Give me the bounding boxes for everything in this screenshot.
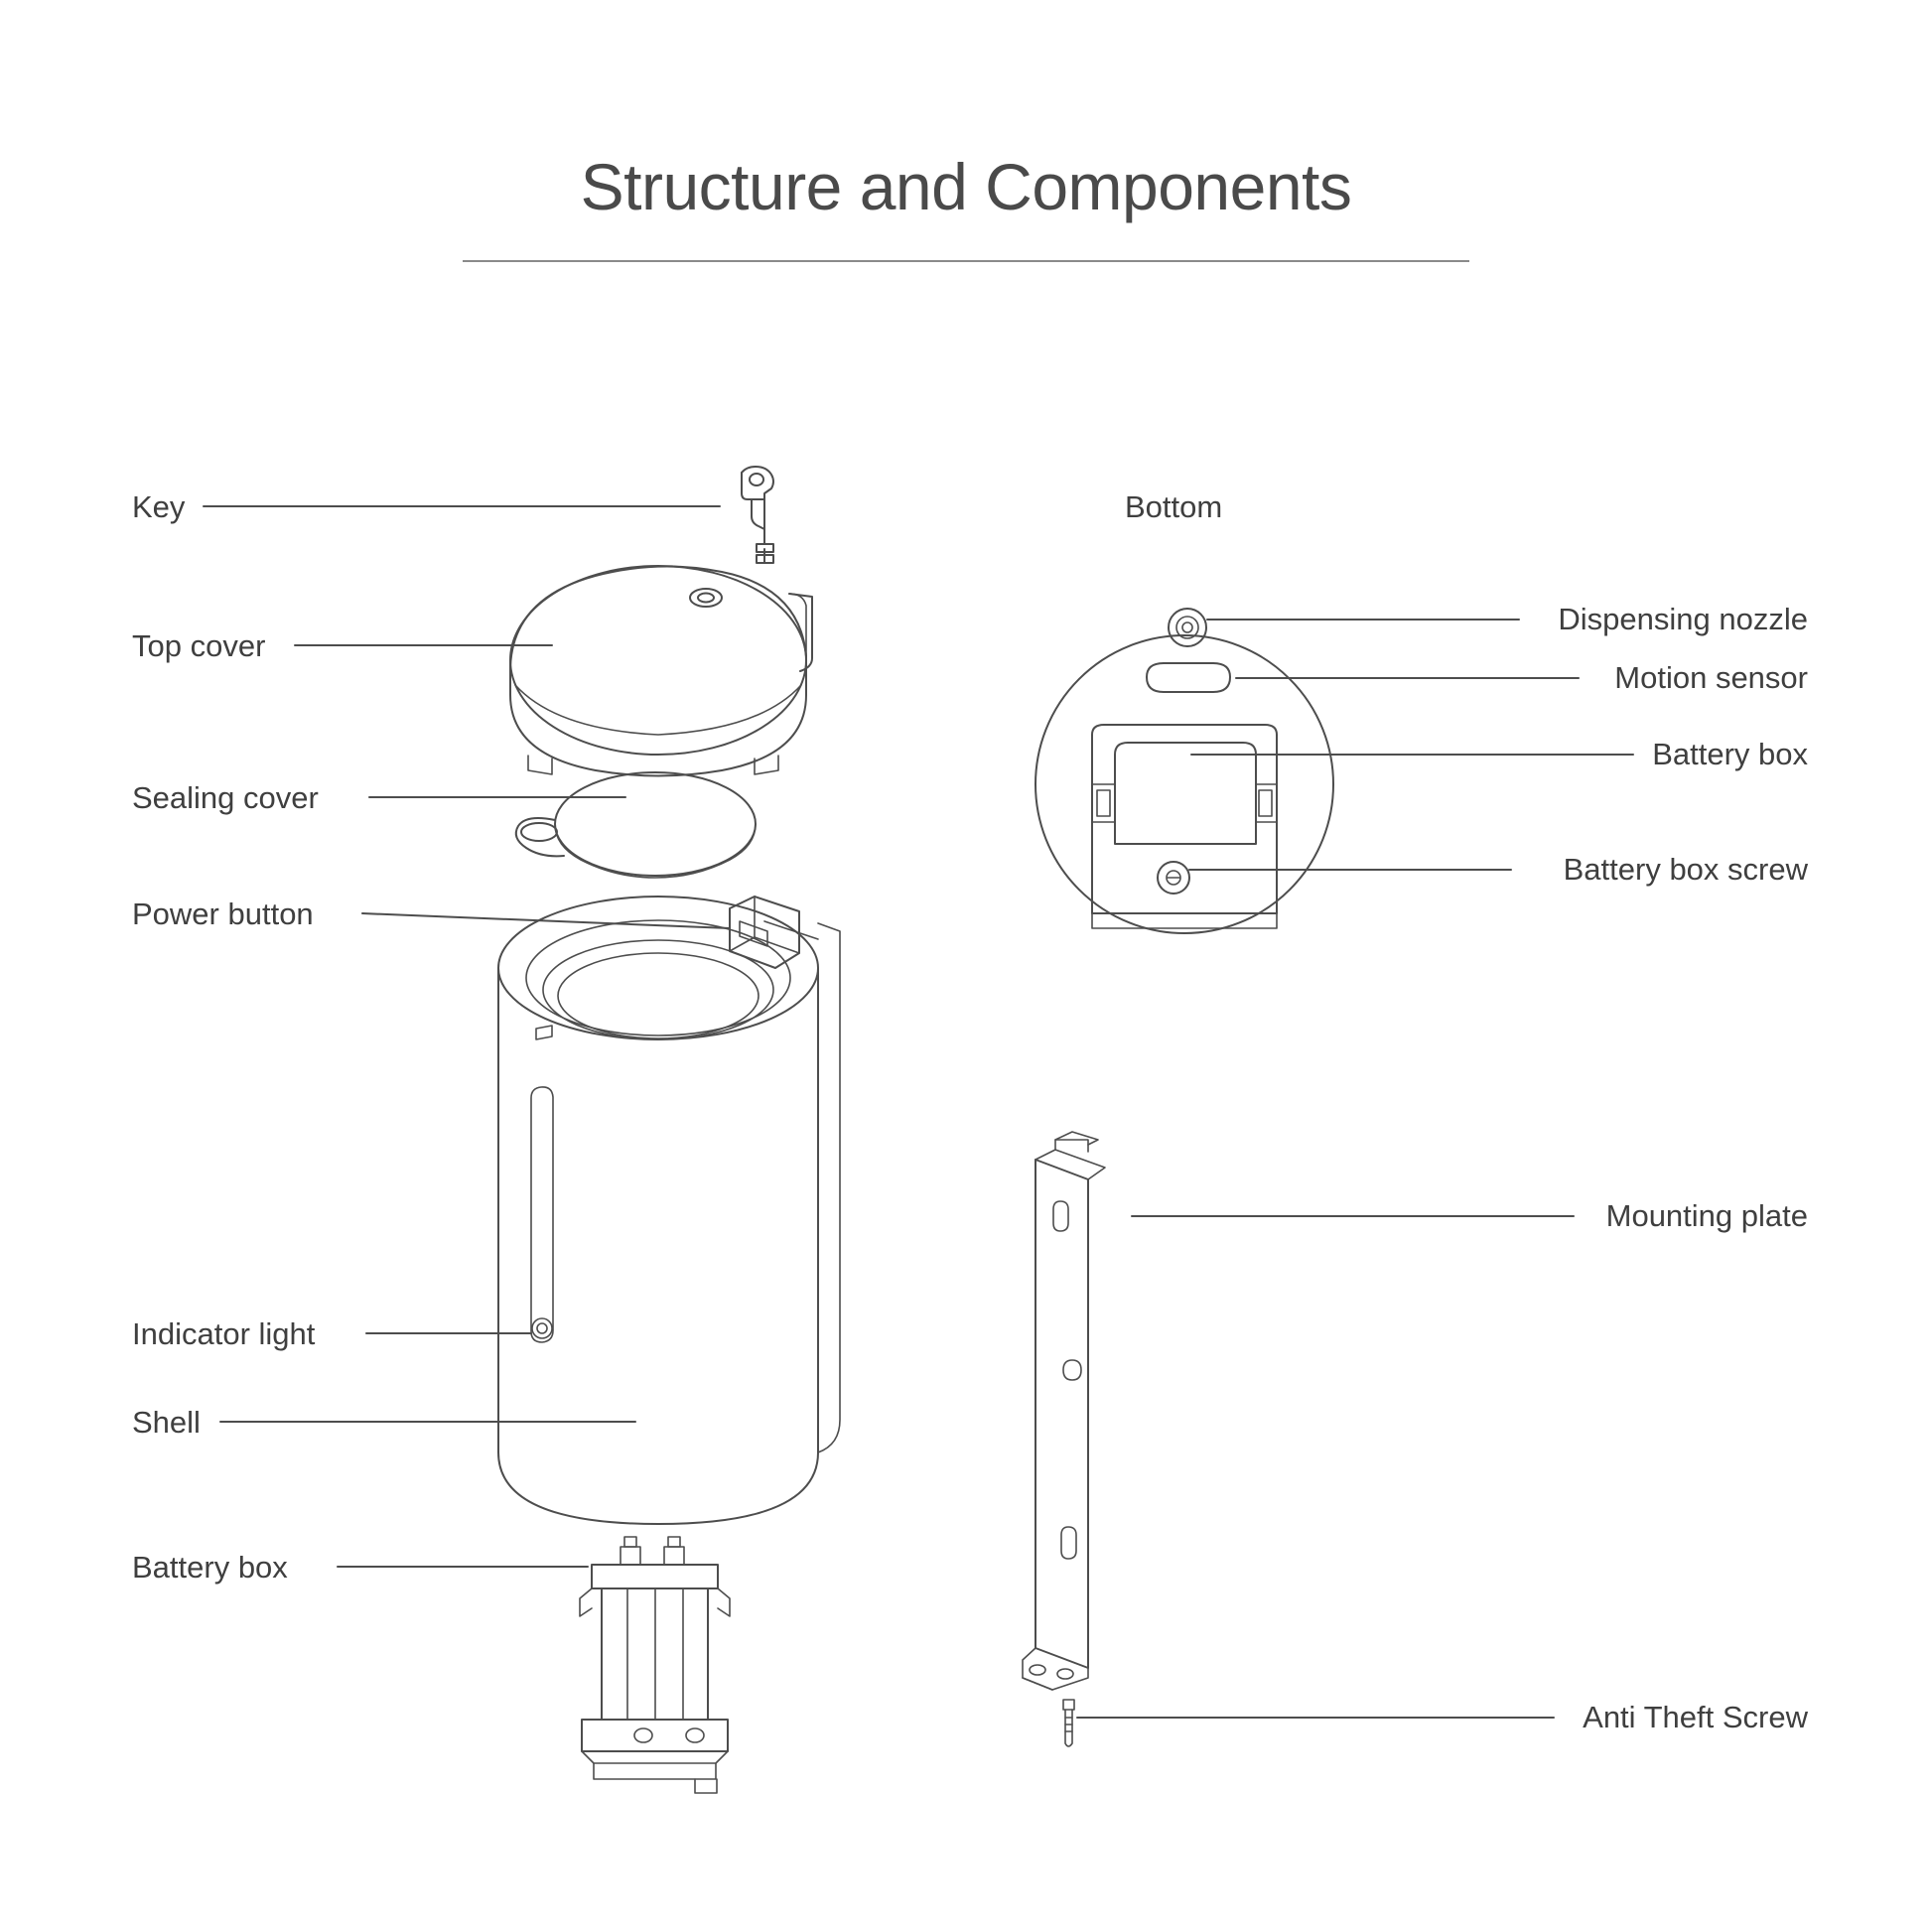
sealing-cover-part bbox=[516, 772, 756, 878]
bottom-view-part bbox=[1035, 609, 1333, 933]
shell-part bbox=[498, 897, 840, 1524]
label-shell: Shell bbox=[132, 1405, 201, 1440]
label-battery-box-left: Battery box bbox=[132, 1550, 288, 1585]
label-anti-theft-screw: Anti Theft Screw bbox=[1583, 1700, 1808, 1734]
label-motion-sensor: Motion sensor bbox=[1614, 660, 1808, 695]
battery-box-part bbox=[580, 1537, 730, 1793]
key-part bbox=[742, 467, 773, 563]
title-underline bbox=[463, 260, 1469, 262]
label-top-cover: Top cover bbox=[132, 628, 266, 663]
label-bottom-view: Bottom bbox=[1125, 489, 1223, 524]
label-mounting-plate: Mounting plate bbox=[1605, 1198, 1808, 1233]
page-title: Structure and Components bbox=[580, 150, 1352, 223]
top-cover-part bbox=[510, 566, 812, 776]
label-power-button: Power button bbox=[132, 897, 314, 931]
mounting-plate-part bbox=[1023, 1132, 1105, 1690]
label-battery-box-screw: Battery box screw bbox=[1563, 852, 1808, 887]
label-key: Key bbox=[132, 489, 186, 524]
anti-theft-screw-part bbox=[1063, 1700, 1074, 1746]
label-sealing-cover: Sealing cover bbox=[132, 780, 319, 815]
label-battery-box-right: Battery box bbox=[1652, 737, 1808, 771]
leader-lines bbox=[204, 506, 1633, 1718]
label-dispensing-nozzle: Dispensing nozzle bbox=[1558, 602, 1808, 636]
label-indicator-light: Indicator light bbox=[132, 1316, 316, 1351]
